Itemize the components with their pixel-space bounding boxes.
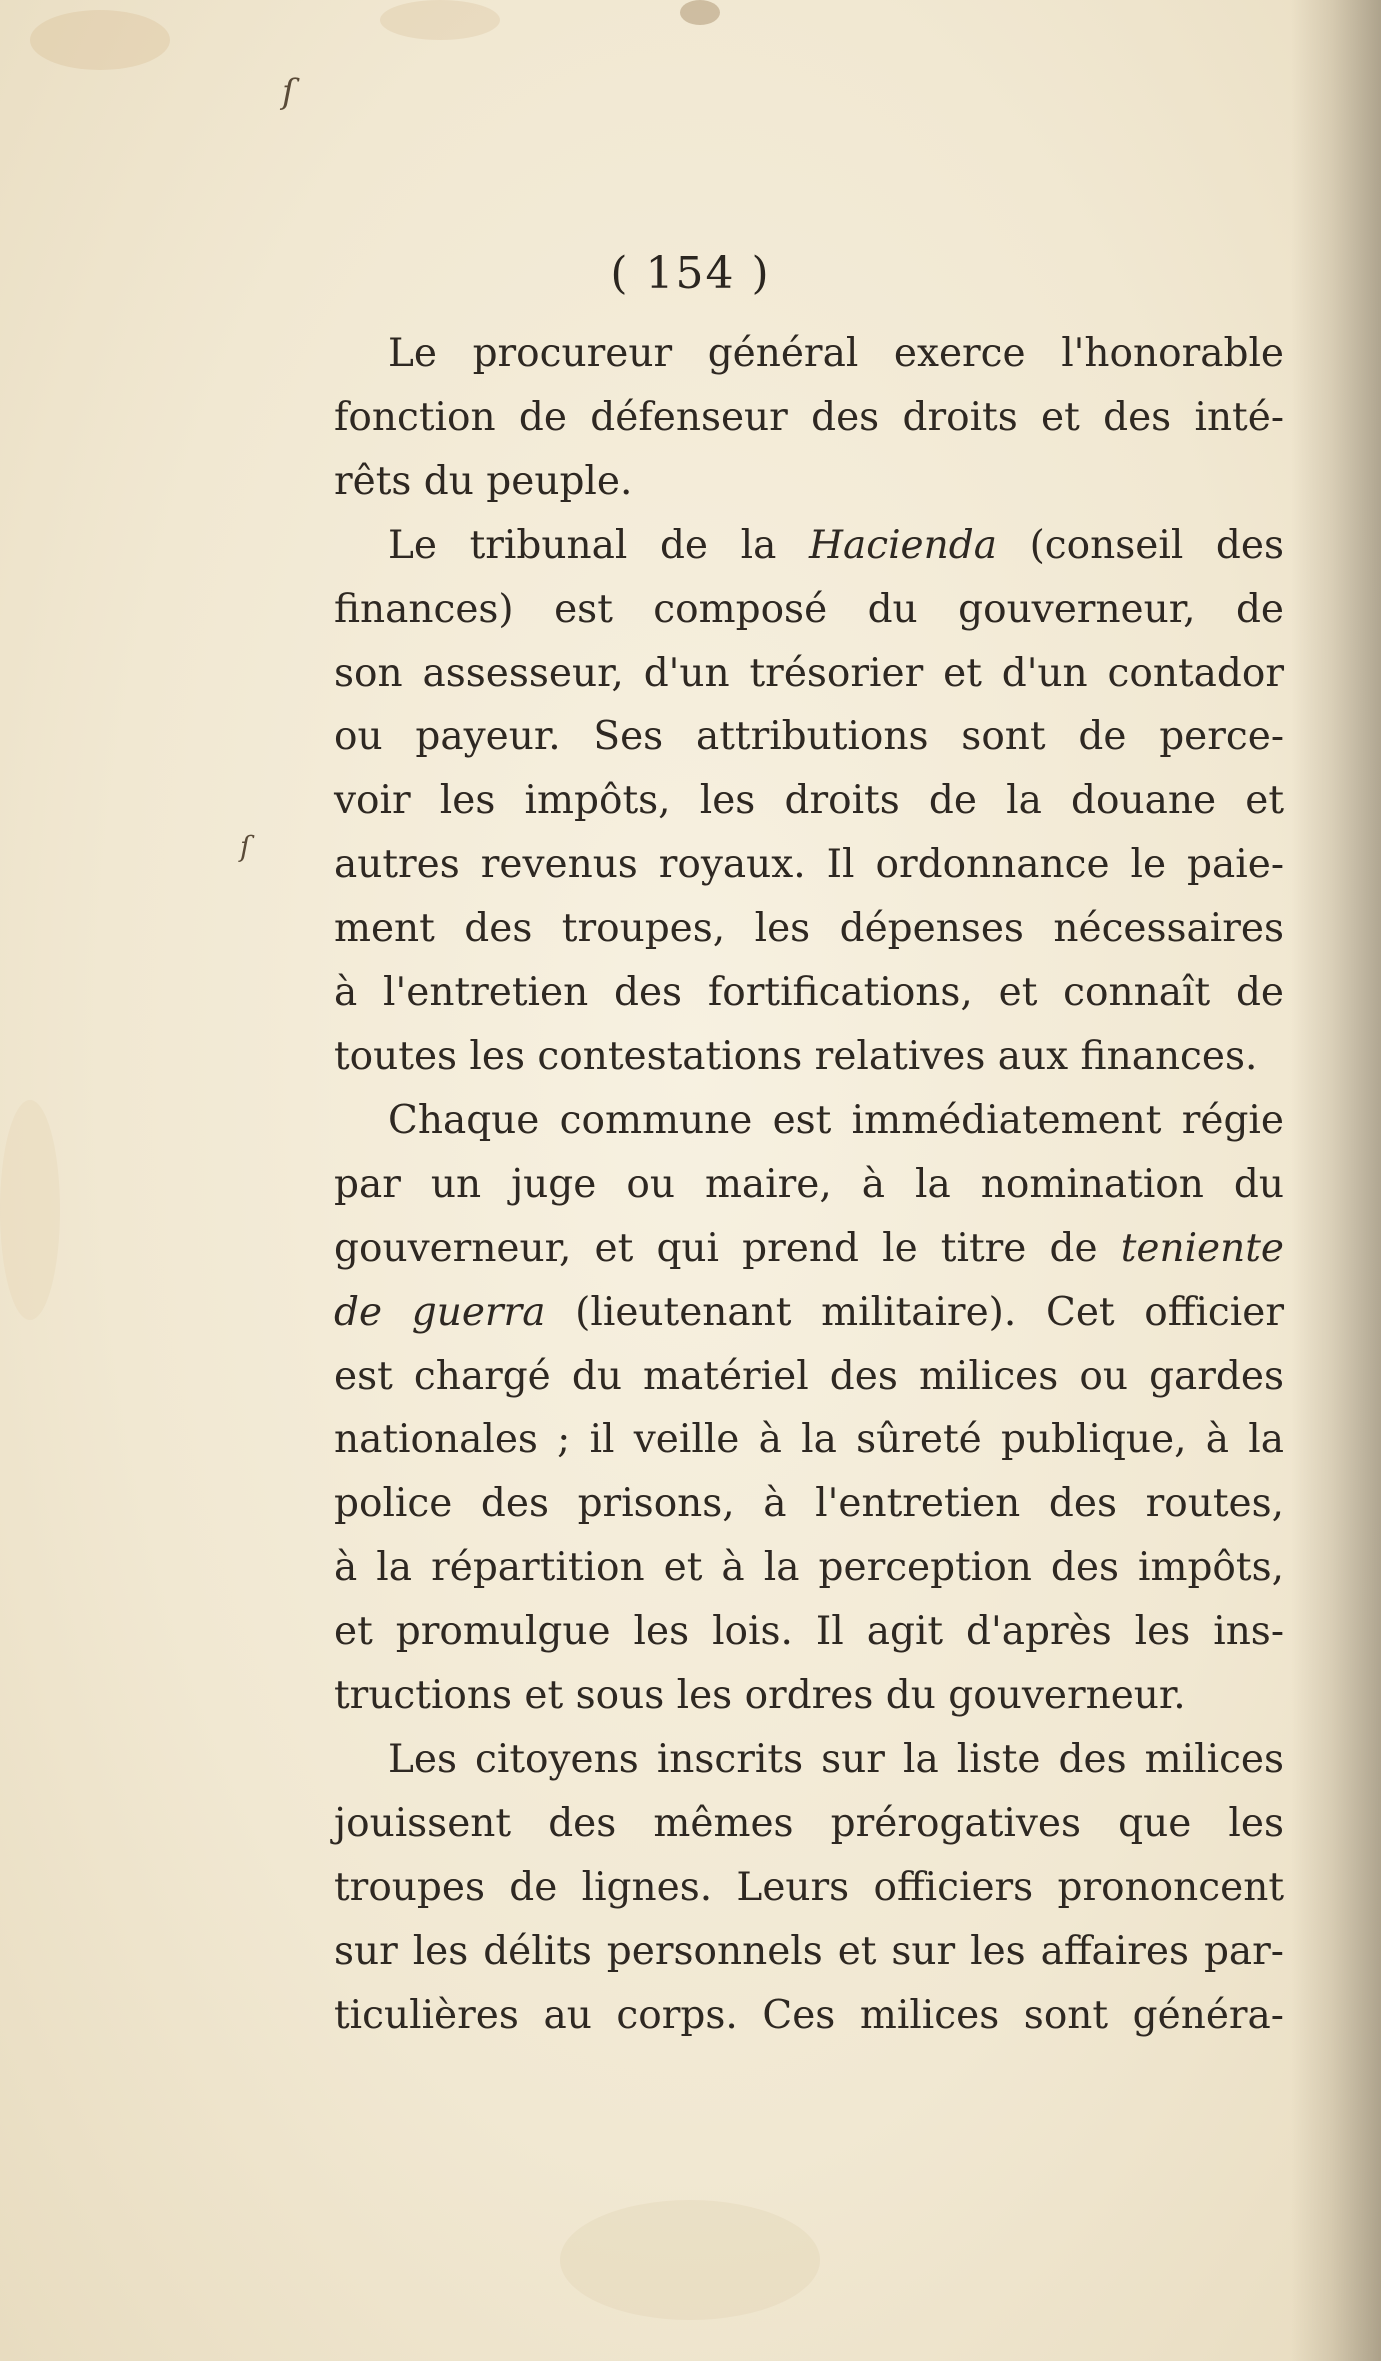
- text-line: à la répartition et à la perception des impôts,: [334, 1545, 1284, 1591]
- text-line: voir les impôts, les droits de la douane et: [334, 778, 1284, 824]
- paper-stain: [0, 1100, 60, 1320]
- text-line: et promulgue les lois. Il agit d'après les ins-: [334, 1609, 1284, 1655]
- text-line: nationales ; il veille à la sûreté publique, à la: [334, 1417, 1284, 1463]
- paper-stain: [680, 0, 720, 25]
- text-line-with-italic: gouverneur, et qui prend le titre de teniente: [334, 1225, 1284, 1271]
- margin-mark: ſ: [282, 72, 295, 112]
- italic-term: teniente: [1120, 1225, 1284, 1271]
- book-spine-shadow: [1291, 0, 1381, 2361]
- paragraph: [334, 1728, 1284, 2048]
- text-line: ment des troupes, les dépenses nécessaires: [334, 906, 1284, 952]
- text-line: finances) est composé du gouverneur, de: [334, 586, 1284, 632]
- body-text: [334, 322, 1284, 2047]
- text-line: troupes de lignes. Leurs officiers prononcent: [334, 1864, 1284, 1910]
- page-number-header: ( 154 ): [610, 248, 771, 299]
- text-line: police des prisons, à l'entretien des routes,: [334, 1481, 1284, 1527]
- paper-stain: [560, 2200, 820, 2320]
- text-line: fonction de défenseur des droits et des inté-: [334, 394, 1284, 440]
- italic-term: Hacienda: [808, 522, 997, 568]
- paragraph: [334, 514, 1284, 1089]
- text-line: jouissent des mêmes prérogatives que les: [334, 1800, 1284, 1846]
- paper-stain: [380, 0, 500, 40]
- italic-term: de guerra: [334, 1289, 546, 1335]
- text-line: ou payeur. Ses attributions sont de perce-: [334, 714, 1284, 760]
- text-line: son assesseur, d'un trésorier et d'un contador: [334, 650, 1284, 696]
- text-line: Le procureur général exerce l'honorable: [388, 331, 1284, 376]
- text-line: toutes les contestations relatives aux finances.: [334, 1033, 1258, 1079]
- text-line: ticulières au corps. Ces milices sont généra-: [334, 1992, 1284, 2038]
- text-line: à l'entretien des fortifications, et connaît de: [334, 970, 1284, 1016]
- text-line: est chargé du matériel des milices ou gardes: [334, 1353, 1284, 1399]
- text-line-with-italic: Le tribunal de la Hacienda (conseil des: [388, 522, 1284, 568]
- text-line: Chaque commune est immédiatement régie: [388, 1097, 1284, 1143]
- text-line: Les citoyens inscrits sur la liste des milices: [388, 1736, 1284, 1782]
- text-line: sur les délits personnels et sur les affaires par-: [334, 1928, 1284, 1974]
- text-line: par un juge ou maire, à la nomination du: [334, 1161, 1284, 1207]
- margin-mark: ſ: [240, 830, 251, 863]
- text-line: autres revenus royaux. Il ordonnance le paie-: [334, 842, 1284, 888]
- text-line: rêts du peuple.: [334, 458, 633, 504]
- text-line: tructions et sous les ordres du gouverneur.: [334, 1673, 1186, 1719]
- paragraph: [334, 322, 1284, 514]
- text-line-with-italic: de guerra (lieutenant militaire). Cet officier: [334, 1289, 1284, 1335]
- paper-stain: [30, 10, 170, 70]
- paragraph: [334, 1089, 1284, 1728]
